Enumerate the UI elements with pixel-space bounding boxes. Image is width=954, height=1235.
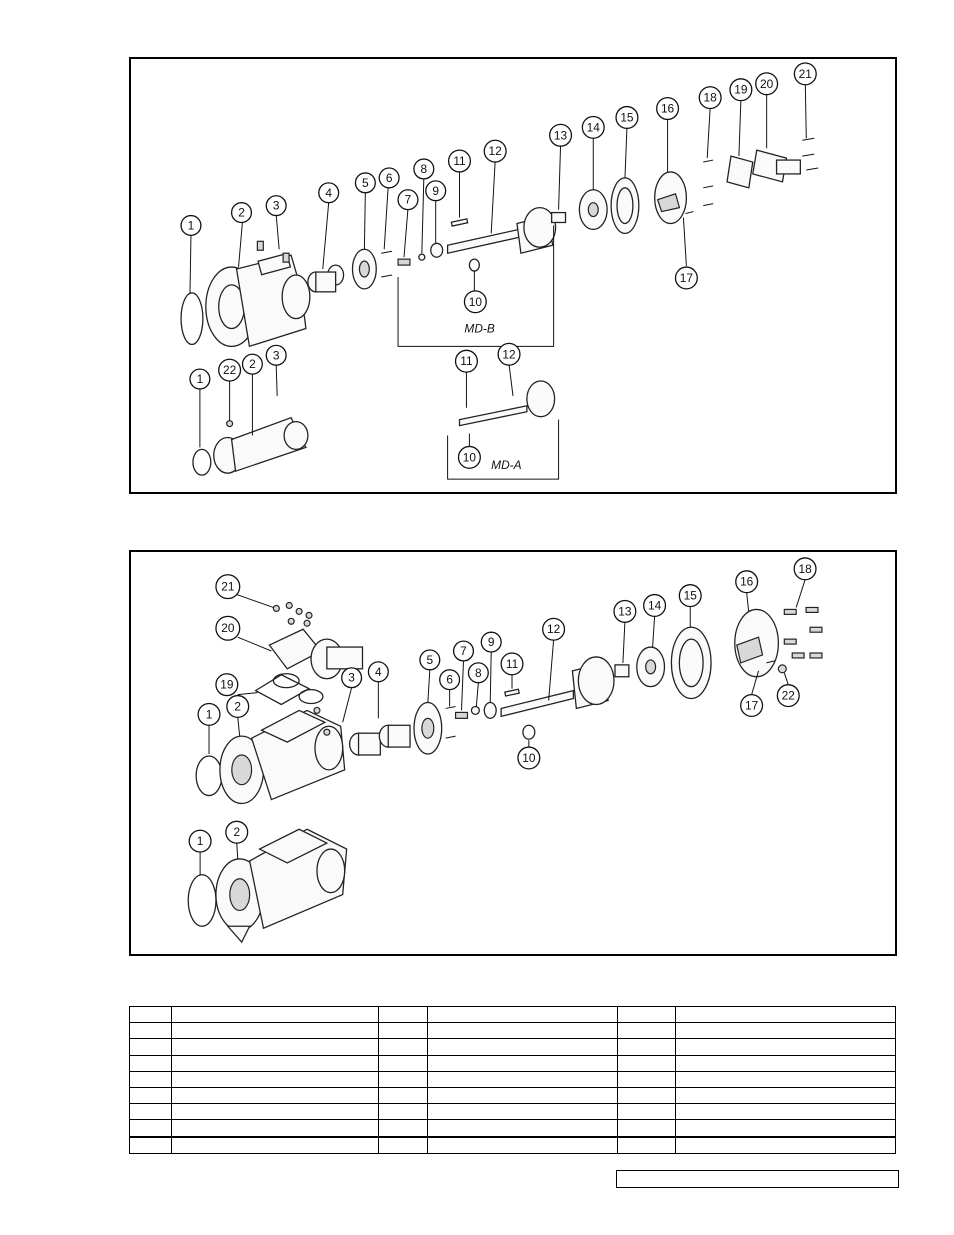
callout-2-lower bbox=[242, 354, 262, 374]
svg-text:1: 1 bbox=[196, 834, 204, 849]
idler-gear-part-14 bbox=[579, 190, 607, 230]
casing-part-15 bbox=[611, 178, 639, 233]
svg-text:18: 18 bbox=[798, 561, 812, 576]
parts-table bbox=[129, 1006, 896, 1154]
table-cell bbox=[428, 1007, 618, 1023]
bearing-plate-part-5 bbox=[414, 703, 442, 754]
table-cell bbox=[130, 1137, 172, 1154]
cap-screws-part-21 bbox=[802, 138, 818, 170]
exploded-view-top-panel bbox=[129, 57, 897, 494]
screw-part-17 bbox=[685, 212, 693, 214]
table-cell bbox=[618, 1071, 676, 1087]
callout-10-lower bbox=[459, 446, 481, 468]
table-cell bbox=[172, 1039, 379, 1055]
callout-9 bbox=[481, 632, 501, 652]
callout-19 bbox=[216, 674, 238, 696]
callout-2-lower bbox=[226, 821, 248, 843]
table-cell bbox=[676, 1007, 896, 1023]
pump-housing-part-2-lower bbox=[216, 829, 347, 942]
svg-text:5: 5 bbox=[426, 652, 434, 667]
spring-part-7 bbox=[456, 712, 468, 718]
callout-6 bbox=[440, 670, 460, 690]
callout-3 bbox=[266, 196, 286, 216]
svg-text:3: 3 bbox=[348, 670, 355, 685]
table-cell bbox=[379, 1039, 428, 1055]
callout-21 bbox=[794, 63, 816, 85]
bolts-part-18 bbox=[703, 160, 713, 206]
table-cell bbox=[172, 1007, 379, 1023]
callout-5 bbox=[355, 173, 375, 193]
table-cell bbox=[428, 1023, 618, 1039]
callout-16 bbox=[657, 98, 679, 120]
table-cell bbox=[379, 1071, 428, 1087]
gasket-part-19 bbox=[727, 156, 753, 188]
table-cell bbox=[618, 1088, 676, 1104]
callout-7 bbox=[454, 641, 474, 661]
callout-20 bbox=[756, 73, 778, 95]
callout-20 bbox=[216, 616, 240, 640]
callout-3 bbox=[342, 668, 362, 688]
table-cell bbox=[428, 1120, 618, 1137]
svg-text:2: 2 bbox=[238, 205, 245, 220]
table-cell bbox=[172, 1120, 379, 1137]
svg-text:15: 15 bbox=[620, 110, 634, 125]
table-cell bbox=[676, 1055, 896, 1071]
svg-text:7: 7 bbox=[404, 192, 412, 207]
seal-part-9 bbox=[431, 243, 443, 257]
svg-text:18: 18 bbox=[703, 90, 717, 105]
callout-11 bbox=[501, 653, 523, 675]
svg-text:4: 4 bbox=[375, 664, 382, 679]
cap-screws-part-21 bbox=[273, 602, 312, 626]
callout-15 bbox=[679, 585, 701, 607]
table-cell bbox=[428, 1088, 618, 1104]
svg-text:12: 12 bbox=[546, 622, 561, 637]
svg-text:21: 21 bbox=[221, 579, 235, 594]
table-cell bbox=[618, 1039, 676, 1055]
cover-part-20 bbox=[753, 150, 801, 182]
callout-10 bbox=[464, 291, 486, 313]
table-cell bbox=[172, 1071, 379, 1087]
svg-text:3: 3 bbox=[272, 348, 280, 363]
callout-1-lower bbox=[189, 830, 211, 852]
callout-2 bbox=[232, 203, 252, 223]
callout-1 bbox=[181, 216, 201, 236]
exploded-view-top-drawing bbox=[131, 59, 895, 492]
table-cell bbox=[172, 1088, 379, 1104]
table-cell bbox=[676, 1137, 896, 1154]
table-row bbox=[130, 1055, 896, 1071]
table-cell bbox=[130, 1071, 172, 1087]
svg-text:11: 11 bbox=[505, 656, 519, 671]
table-row bbox=[130, 1071, 896, 1087]
rotor-shaft-part-12-lower bbox=[459, 381, 554, 426]
table-cell bbox=[379, 1007, 428, 1023]
table-cell bbox=[676, 1071, 896, 1087]
svg-text:22: 22 bbox=[223, 363, 237, 378]
svg-text:1: 1 bbox=[196, 372, 204, 387]
table-cell bbox=[130, 1120, 172, 1137]
callout-11 bbox=[449, 150, 471, 172]
callout-15 bbox=[616, 107, 638, 129]
spring-part-7 bbox=[398, 259, 410, 265]
callout-12-lower bbox=[498, 343, 520, 365]
callout-17 bbox=[675, 267, 697, 289]
casing-part-15 bbox=[671, 627, 711, 698]
callout-18 bbox=[699, 87, 721, 109]
footer-box bbox=[616, 1170, 899, 1188]
rotor-shaft-part-12 bbox=[448, 208, 556, 254]
svg-text:13: 13 bbox=[618, 604, 632, 619]
svg-text:16: 16 bbox=[740, 574, 754, 589]
svg-text:1: 1 bbox=[205, 707, 213, 722]
bushing-part-4 bbox=[350, 725, 410, 755]
table-row bbox=[130, 1104, 896, 1120]
svg-text:11: 11 bbox=[453, 154, 466, 169]
table-row bbox=[130, 1137, 896, 1154]
svg-text:12: 12 bbox=[488, 144, 502, 159]
svg-text:20: 20 bbox=[221, 621, 235, 636]
plug-part-22 bbox=[227, 421, 233, 427]
svg-text:10: 10 bbox=[468, 294, 482, 309]
callout-22 bbox=[219, 359, 241, 381]
callout-4 bbox=[319, 183, 339, 203]
table-cell bbox=[676, 1120, 896, 1137]
svg-text:9: 9 bbox=[487, 635, 495, 650]
svg-text:8: 8 bbox=[475, 665, 482, 680]
pump-housing-part-2 bbox=[206, 254, 310, 347]
table-cell bbox=[379, 1055, 428, 1071]
table-cell bbox=[130, 1007, 172, 1023]
table-cell bbox=[379, 1088, 428, 1104]
callout-8 bbox=[414, 159, 434, 179]
svg-text:10: 10 bbox=[462, 450, 477, 465]
svg-text:20: 20 bbox=[760, 76, 774, 91]
table-cell bbox=[130, 1039, 172, 1055]
svg-text:12: 12 bbox=[502, 347, 516, 362]
washer-part-8 bbox=[419, 254, 425, 260]
o-ring-part-1 bbox=[196, 756, 222, 796]
seal-part-9 bbox=[484, 703, 496, 719]
table-cell bbox=[130, 1088, 172, 1104]
svg-text:7: 7 bbox=[460, 644, 467, 659]
callout-14 bbox=[644, 595, 666, 617]
key-part-11 bbox=[505, 689, 519, 696]
washer-part-8 bbox=[471, 706, 479, 714]
table-cell bbox=[172, 1137, 379, 1154]
table-row bbox=[130, 1120, 896, 1137]
callout-14 bbox=[582, 116, 604, 138]
callout-6 bbox=[379, 168, 399, 188]
table-cell bbox=[618, 1023, 676, 1039]
callout-13 bbox=[550, 124, 572, 146]
o-ring-part-1-lower bbox=[193, 449, 211, 475]
svg-text:6: 6 bbox=[385, 170, 393, 185]
retaining-ring-part-10 bbox=[469, 259, 479, 271]
svg-text:2: 2 bbox=[233, 825, 241, 840]
svg-text:14: 14 bbox=[586, 120, 600, 135]
table-cell bbox=[428, 1055, 618, 1071]
plug-part-22 bbox=[778, 665, 786, 673]
table-cell bbox=[379, 1023, 428, 1039]
svg-text:11: 11 bbox=[460, 354, 473, 369]
exploded-view-bottom-panel bbox=[129, 550, 897, 956]
callout-13 bbox=[614, 601, 636, 623]
gasket-part-19 bbox=[256, 674, 323, 705]
svg-text:22: 22 bbox=[781, 688, 795, 703]
callout-11-lower bbox=[456, 350, 478, 372]
head-part-16 bbox=[735, 609, 779, 676]
svg-text:21: 21 bbox=[798, 66, 812, 81]
table-cell bbox=[428, 1039, 618, 1055]
screw-part-6 bbox=[446, 706, 456, 738]
table-cell bbox=[172, 1055, 379, 1071]
svg-text:10: 10 bbox=[522, 750, 536, 765]
bolts-part-18 bbox=[784, 607, 822, 657]
table-cell bbox=[618, 1104, 676, 1120]
table-cell bbox=[130, 1023, 172, 1039]
table-cell bbox=[428, 1071, 618, 1087]
svg-text:19: 19 bbox=[220, 677, 234, 692]
svg-text:3: 3 bbox=[272, 198, 280, 213]
table-cell bbox=[676, 1039, 896, 1055]
callout-7 bbox=[398, 190, 418, 210]
table-cell bbox=[618, 1120, 676, 1137]
table-cell bbox=[172, 1023, 379, 1039]
parts-table-body bbox=[130, 1007, 896, 1154]
table-cell bbox=[618, 1007, 676, 1023]
table-row bbox=[130, 1007, 896, 1023]
callout-22 bbox=[777, 685, 799, 707]
callout-1 bbox=[198, 703, 220, 725]
table-cell bbox=[172, 1104, 379, 1120]
svg-text:2: 2 bbox=[249, 357, 256, 372]
table-row bbox=[130, 1023, 896, 1039]
screw-part-6 bbox=[381, 251, 392, 277]
head-part-16 bbox=[655, 172, 687, 224]
svg-text:6: 6 bbox=[446, 672, 453, 687]
svg-text:4: 4 bbox=[325, 185, 333, 200]
callout-12 bbox=[543, 618, 565, 640]
callout-4 bbox=[368, 662, 388, 682]
variant-a-label: MD-A bbox=[491, 458, 522, 473]
table-cell bbox=[130, 1104, 172, 1120]
svg-text:1: 1 bbox=[187, 218, 195, 233]
bushing-part-4 bbox=[308, 265, 344, 292]
idler-pin-part-13 bbox=[552, 213, 566, 223]
callout-19 bbox=[730, 79, 752, 101]
exploded-view-bottom-drawing bbox=[131, 552, 895, 954]
table-cell bbox=[428, 1104, 618, 1120]
svg-text:9: 9 bbox=[432, 183, 440, 198]
callout-9 bbox=[426, 181, 446, 201]
table-cell bbox=[130, 1055, 172, 1071]
callout-8 bbox=[468, 663, 488, 683]
svg-text:8: 8 bbox=[420, 161, 428, 176]
table-row bbox=[130, 1039, 896, 1055]
svg-text:14: 14 bbox=[647, 598, 662, 613]
callout-2 bbox=[227, 696, 249, 718]
idler-gear-part-14 bbox=[637, 647, 665, 687]
o-ring-part-1-lower bbox=[188, 875, 216, 926]
table-cell bbox=[618, 1137, 676, 1154]
svg-text:13: 13 bbox=[553, 128, 568, 143]
callout-10 bbox=[518, 747, 540, 769]
callout-17 bbox=[741, 695, 763, 717]
svg-text:17: 17 bbox=[745, 698, 759, 713]
svg-text:15: 15 bbox=[683, 588, 697, 603]
table-cell bbox=[379, 1104, 428, 1120]
callout-1-lower bbox=[190, 369, 210, 389]
callout-16 bbox=[736, 571, 758, 593]
callout-18 bbox=[794, 558, 816, 580]
callout-12 bbox=[484, 140, 506, 162]
svg-text:19: 19 bbox=[734, 82, 748, 97]
bearing-plate-part-5 bbox=[352, 249, 376, 289]
callout-3-lower bbox=[266, 345, 286, 365]
svg-text:16: 16 bbox=[660, 101, 675, 116]
svg-text:17: 17 bbox=[679, 270, 694, 285]
table-cell bbox=[379, 1137, 428, 1154]
idler-pin-part-13 bbox=[615, 665, 629, 677]
svg-text:5: 5 bbox=[362, 175, 369, 190]
svg-text:2: 2 bbox=[234, 699, 242, 714]
table-cell bbox=[428, 1137, 618, 1154]
o-ring-part-1 bbox=[181, 293, 203, 345]
table-cell bbox=[618, 1055, 676, 1071]
table-cell bbox=[379, 1120, 428, 1137]
key-part-11 bbox=[451, 219, 467, 226]
variant-b-label: MD-B bbox=[464, 321, 495, 336]
retaining-ring-part-10 bbox=[523, 725, 535, 739]
callout-5 bbox=[420, 650, 440, 670]
table-cell bbox=[676, 1023, 896, 1039]
callout-21 bbox=[216, 575, 240, 599]
table-cell bbox=[676, 1104, 896, 1120]
table-row bbox=[130, 1088, 896, 1104]
table-cell bbox=[676, 1088, 896, 1104]
